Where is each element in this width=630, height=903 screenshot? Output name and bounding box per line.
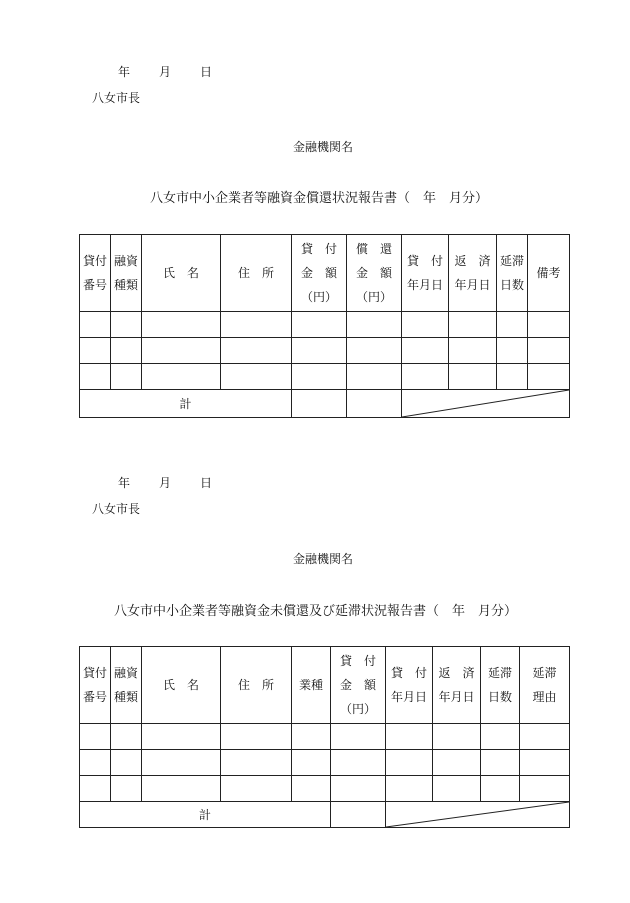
table-cell[interactable] bbox=[80, 364, 111, 390]
report2-date-line bbox=[0, 474, 630, 490]
table-cell[interactable] bbox=[292, 724, 331, 750]
table-cell[interactable] bbox=[80, 312, 111, 338]
table-cell[interactable] bbox=[111, 724, 142, 750]
table-cell[interactable] bbox=[386, 776, 433, 802]
report1-header-loan-amount: 貸 付 金 額 （円） bbox=[292, 235, 347, 312]
report1-header-loan-date: 貸 付 年月日 bbox=[402, 235, 449, 312]
report2-header-industry: 業種 bbox=[292, 647, 331, 724]
report2-date-day: 日 bbox=[200, 476, 213, 490]
table-cell[interactable] bbox=[402, 338, 449, 364]
table-cell[interactable] bbox=[111, 338, 142, 364]
table-cell[interactable] bbox=[520, 776, 570, 802]
table-cell[interactable] bbox=[449, 312, 497, 338]
table-cell[interactable] bbox=[80, 776, 111, 802]
table-cell[interactable] bbox=[497, 338, 528, 364]
table-cell[interactable] bbox=[80, 724, 111, 750]
report2-table bbox=[79, 646, 570, 828]
report1-sender: 金融機関名 bbox=[293, 140, 354, 154]
report2-total-row bbox=[80, 802, 570, 828]
table-cell[interactable] bbox=[520, 750, 570, 776]
report1-table bbox=[79, 234, 570, 418]
table-cell[interactable] bbox=[481, 776, 520, 802]
table-cell[interactable] bbox=[221, 776, 292, 802]
table-row bbox=[80, 750, 570, 776]
table-cell[interactable] bbox=[221, 312, 292, 338]
report2-header-loan-type: 融資 種類 bbox=[111, 647, 142, 724]
table-row bbox=[80, 364, 570, 390]
table-cell[interactable] bbox=[528, 338, 570, 364]
report2-header-name: 氏 名 bbox=[142, 647, 221, 724]
table-row bbox=[80, 724, 570, 750]
report1-header-loan-type: 融資 種類 bbox=[111, 235, 142, 312]
report2-header-overdue-reason: 延滞 理由 bbox=[520, 647, 570, 724]
table-cell[interactable] bbox=[142, 750, 221, 776]
report1-header-overdue-days: 延滞 日数 bbox=[497, 235, 528, 312]
table-cell[interactable] bbox=[111, 776, 142, 802]
table-cell[interactable] bbox=[433, 750, 481, 776]
table-cell[interactable] bbox=[292, 338, 347, 364]
report1-header-loan-number: 貸付 番号 bbox=[80, 235, 111, 312]
table-cell[interactable] bbox=[142, 724, 221, 750]
table-cell[interactable] bbox=[292, 364, 347, 390]
table-cell[interactable] bbox=[142, 364, 221, 390]
report2-header-repay-date: 返 済 年月日 bbox=[433, 647, 481, 724]
report2-header-overdue-days: 延滞 日数 bbox=[481, 647, 520, 724]
report2-header-address: 住 所 bbox=[221, 647, 292, 724]
report1-header-repay-date: 返 済 年月日 bbox=[449, 235, 497, 312]
table-cell[interactable] bbox=[347, 338, 402, 364]
table-cell[interactable] bbox=[80, 750, 111, 776]
report2-addressee: 八女市長 bbox=[92, 502, 141, 516]
report2-header-loan-amount: 貸 付 金 額 （円） bbox=[331, 647, 386, 724]
table-cell[interactable] bbox=[142, 312, 221, 338]
report2-total-loan-amount[interactable] bbox=[331, 802, 386, 828]
table-cell[interactable] bbox=[402, 312, 449, 338]
report2-header-loan-number: 貸付 番号 bbox=[80, 647, 111, 724]
report1-header-name: 氏 名 bbox=[142, 235, 221, 312]
table-cell[interactable] bbox=[111, 364, 142, 390]
table-cell[interactable] bbox=[111, 750, 142, 776]
report1-date-year: 年 bbox=[118, 65, 131, 79]
table-cell[interactable] bbox=[402, 364, 449, 390]
report1-total-loan-amount[interactable] bbox=[292, 390, 347, 418]
report2-title: 八女市中小企業者等融資金未償還及び延滞状況報告書（ 年 月分） bbox=[114, 604, 518, 619]
report1-header-row bbox=[80, 235, 570, 312]
report1-header-remarks: 備考 bbox=[528, 235, 570, 312]
report1-title: 八女市中小企業者等融資金償還状況報告書（ 年 月分） bbox=[150, 191, 489, 206]
table-cell[interactable] bbox=[481, 724, 520, 750]
report2-header-loan-date: 貸 付 年月日 bbox=[386, 647, 433, 724]
table-cell[interactable] bbox=[433, 776, 481, 802]
report1-total-blank-diagonal bbox=[402, 390, 570, 418]
report1-header-repaid-amount: 償 還 金 額 （円） bbox=[347, 235, 402, 312]
report1-date-month: 月 bbox=[159, 65, 172, 79]
table-cell[interactable] bbox=[347, 364, 402, 390]
report1-total-repaid-amount[interactable] bbox=[347, 390, 402, 418]
report1-date-day: 日 bbox=[200, 65, 213, 79]
report2-total-label: 計 bbox=[80, 802, 331, 828]
report1-addressee: 八女市長 bbox=[92, 91, 141, 105]
table-cell[interactable] bbox=[347, 312, 402, 338]
report2-date-year: 年 bbox=[118, 476, 131, 490]
table-cell[interactable] bbox=[528, 312, 570, 338]
report2-header-row bbox=[80, 647, 570, 724]
table-row bbox=[80, 312, 570, 338]
table-cell[interactable] bbox=[481, 750, 520, 776]
table-cell[interactable] bbox=[292, 312, 347, 338]
table-cell[interactable] bbox=[142, 776, 221, 802]
report2-sender: 金融機関名 bbox=[293, 552, 354, 566]
report1-header-address: 住 所 bbox=[221, 235, 292, 312]
table-cell[interactable] bbox=[386, 750, 433, 776]
table-cell[interactable] bbox=[80, 338, 111, 364]
table-row bbox=[80, 776, 570, 802]
table-cell[interactable] bbox=[292, 750, 331, 776]
table-cell[interactable] bbox=[292, 776, 331, 802]
report1-date-line bbox=[0, 63, 630, 79]
table-cell[interactable] bbox=[520, 724, 570, 750]
table-cell[interactable] bbox=[331, 724, 386, 750]
table-cell[interactable] bbox=[528, 364, 570, 390]
table-cell[interactable] bbox=[449, 364, 497, 390]
table-cell[interactable] bbox=[433, 724, 481, 750]
table-cell[interactable] bbox=[497, 364, 528, 390]
table-cell[interactable] bbox=[331, 776, 386, 802]
table-cell[interactable] bbox=[497, 312, 528, 338]
table-cell[interactable] bbox=[221, 724, 292, 750]
table-cell[interactable] bbox=[111, 312, 142, 338]
report1-total-row bbox=[80, 390, 570, 418]
report2-total-blank-diagonal bbox=[386, 802, 570, 828]
table-cell[interactable] bbox=[449, 338, 497, 364]
report1-total-label: 計 bbox=[80, 390, 292, 418]
table-cell[interactable] bbox=[221, 364, 292, 390]
table-cell[interactable] bbox=[221, 750, 292, 776]
table-cell[interactable] bbox=[221, 338, 292, 364]
report2-date-month: 月 bbox=[159, 476, 172, 490]
table-cell[interactable] bbox=[142, 338, 221, 364]
table-row bbox=[80, 338, 570, 364]
table-cell[interactable] bbox=[331, 750, 386, 776]
table-cell[interactable] bbox=[386, 724, 433, 750]
